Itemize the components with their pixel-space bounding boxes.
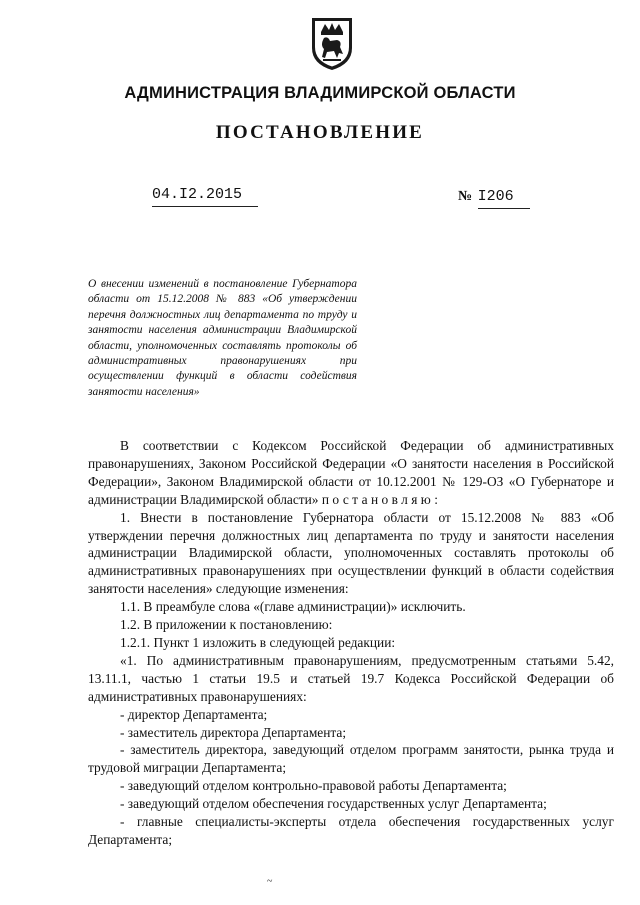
agency-name: АДМИНИСТРАЦИЯ ВЛАДИМИРСКОЙ ОБЛАСТИ xyxy=(124,84,516,102)
resolve-word: постановляю: xyxy=(321,491,442,507)
clause-1: 1. Внести в постановление Губернатора области от 15.12.2008 № 883 «Об утверждении перечня должностных лиц департамента по труду и занятости населения администрации Владимирской области, уполномоченных составлять протоколы об административных правонарушениях при осуществлении функций в области содействия занятости населения» следующие изменения: xyxy=(88,509,614,597)
quoted-clause: «1. По административным правонарушениям, предусмотренным статьями 5.42, 13.11.1, частью 1 статьи 19.5 и статьей 19.7 Кодекса Российской Федерации об административных правонарушениях: xyxy=(88,652,614,704)
list-item: - заместитель директора, заведующий отделом программ занятости, рынка труда и трудовой миграции Департамента; xyxy=(88,742,614,776)
preamble-paragraph xyxy=(88,437,614,509)
list-item: - заведующий отделом контрольно-правовой работы Департамента; xyxy=(120,778,507,794)
page-mark: ~ xyxy=(267,876,273,887)
list-item: - главные специалисты-эксперты отдела обеспечения государственных услуг Департамента; xyxy=(88,814,614,847)
clause-1-2: 1.2. В приложении к постановлению: xyxy=(120,617,333,633)
preamble-text: В соответствии с Кодексом Российской Федерации об административных правонарушениях, Законом Российской Федерации «О занятости населения в Российской Федерации», Законом Владимирской области от 10.12.2001 № 129-ОЗ «О Губернаторе и администрации Владимирской области» xyxy=(88,438,614,507)
document-number: I206 xyxy=(478,188,530,209)
document-body xyxy=(88,437,614,849)
coat-of-arms-icon xyxy=(309,14,355,72)
number-sign: № xyxy=(458,189,473,204)
list-item: - заместитель директора Департамента; xyxy=(120,724,347,740)
clause-1-1: 1.1. В преамбуле слова «(главе администрации)» исключить. xyxy=(120,599,466,615)
document-date: 04.I2.2015 xyxy=(152,186,258,207)
document-subject: О внесении изменений в постановление Губернатора области от 15.12.2008 № 883 «Об утверждении перечня должностных лиц департамента по труду и занятости населения администрации Владимирской области, уполномоченных составлять протоколы об административных правонарушениях при осуществлении функций в области содействия занятости населения» xyxy=(88,278,357,398)
document-number-block xyxy=(458,188,530,209)
list-item: - заведующий отделом обеспечения государственных услуг Департамента; xyxy=(120,796,547,812)
page-title: ПОСТАНОВЛЕНИЕ xyxy=(215,122,425,143)
list-item: - директор Департамента; xyxy=(120,706,268,722)
clause-1-2-1: 1.2.1. Пункт 1 изложить в следующей редакции: xyxy=(120,634,396,650)
